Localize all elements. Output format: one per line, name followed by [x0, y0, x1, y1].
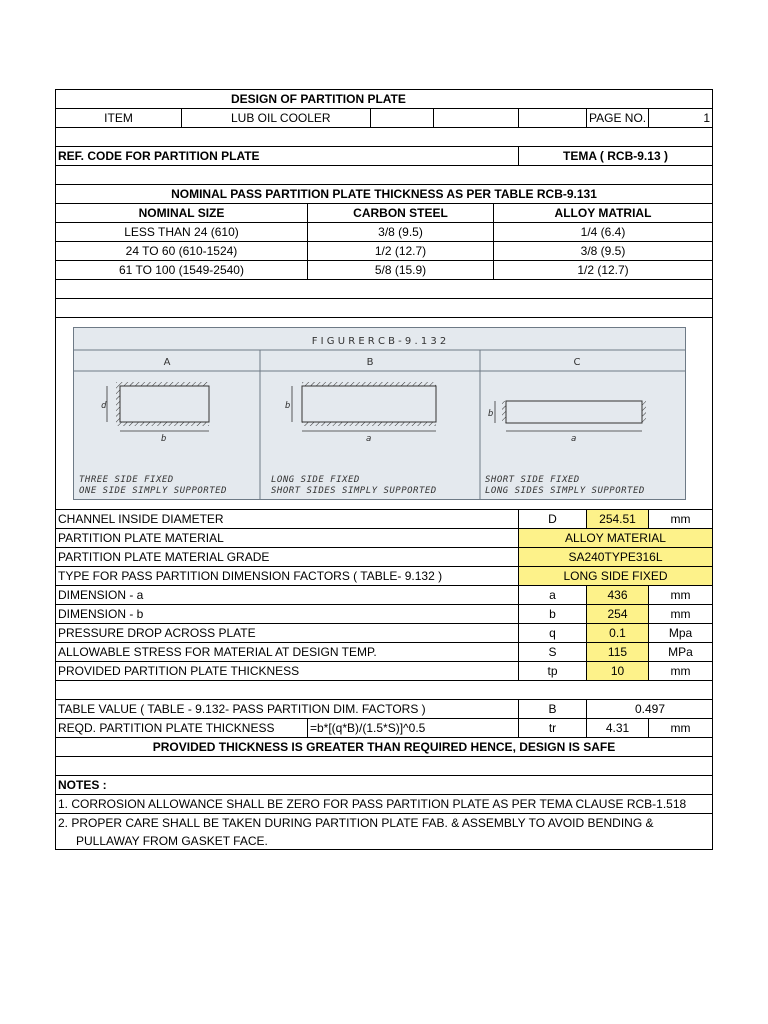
page-no-label: PAGE NO. [587, 109, 649, 127]
input-value[interactable]: LONG SIDE FIXED [519, 567, 712, 585]
panel-c-plate-diagram [488, 401, 646, 444]
title-row [56, 90, 712, 109]
result-symbol: B [519, 700, 587, 718]
table-cell: 24 TO 60 (610-1524) [56, 242, 308, 260]
page-no-value[interactable]: 1 [703, 111, 710, 125]
input-symbol: D [519, 510, 587, 528]
result-value[interactable]: 4.31 [587, 719, 649, 737]
input-value[interactable]: SA240TYPE316L [519, 548, 712, 566]
input-row-grade [56, 548, 712, 567]
panel-b-plate-diagram [285, 382, 436, 444]
note-row [56, 832, 712, 851]
input-label: PRESSURE DROP ACROSS PLATE [56, 624, 519, 642]
col-header-nominal-size: NOMINAL SIZE [56, 204, 308, 222]
sheet-title: DESIGN OF PARTITION PLATE [231, 92, 406, 106]
thickness-table-header [56, 204, 712, 223]
thickness-table-title-row [56, 185, 712, 204]
input-value[interactable]: 254 [587, 605, 649, 623]
table-cell: 61 TO 100 (1549-2540) [56, 261, 308, 279]
input-label: DIMENSION - b [56, 605, 519, 623]
table-cell: LESS THAN 24 (610) [56, 223, 308, 241]
note-text: 1. CORROSION ALLOWANCE SHALL BE ZERO FOR PASS PARTITION PLATE AS PER TEMA CLAUSE RCB-1.518 [58, 797, 687, 811]
input-unit: Mpa [668, 626, 693, 640]
item-blank-3[interactable] [519, 109, 587, 127]
blank-row [56, 757, 712, 776]
panel-a-plate-diagram [101, 382, 209, 444]
item-label: ITEM [56, 109, 182, 127]
panel-b-dim-a: a [366, 434, 372, 444]
table-row [56, 223, 712, 242]
panel-a-caption-2: ONE SIDE SIMPLY SUPPORTED [79, 486, 227, 496]
table-row [56, 242, 712, 261]
input-row-channel-dia [56, 510, 712, 529]
input-row-allowable-stress [56, 643, 712, 662]
conclusion-row [56, 738, 712, 757]
result-label: TABLE VALUE ( TABLE - 9.132- PASS PARTITION DIM. FACTORS ) [56, 700, 519, 718]
panel-a-dim-d: d [101, 401, 107, 411]
notes-heading-row [56, 776, 712, 795]
panel-c-dim-a: a [571, 434, 577, 444]
note-text: 2. PROPER CARE SHALL BE TAKEN DURING PARTITION PLATE FAB. & ASSEMBLY TO AVOID BENDING & [58, 816, 654, 830]
note-text: PULLAWAY FROM GASKET FACE. [76, 834, 268, 848]
input-row-provided-thickness [56, 662, 712, 681]
input-label: CHANNEL INSIDE DIAMETER [56, 510, 519, 528]
input-value[interactable]: 436 [587, 586, 649, 604]
design-sheet [55, 89, 713, 850]
panel-b-caption-2: SHORT SIDES SIMPLY SUPPORTED [271, 486, 437, 496]
result-row-reqd-thickness [56, 719, 712, 738]
col-header-carbon-steel: CARBON STEEL [308, 204, 494, 222]
input-symbol: tp [519, 662, 587, 680]
input-value[interactable]: 254.51 [587, 510, 649, 528]
notes-heading: NOTES : [58, 778, 107, 792]
item-blank-1[interactable] [371, 109, 434, 127]
input-label: PARTITION PLATE MATERIAL GRADE [56, 548, 519, 566]
ref-value[interactable]: TEMA ( RCB-9.13 ) [563, 149, 668, 163]
input-value[interactable]: 10 [587, 662, 649, 680]
panel-b-caption-1: LONG SIDE FIXED [271, 475, 360, 485]
input-unit: mm [670, 607, 691, 621]
input-label: TYPE FOR PASS PARTITION DIMENSION FACTORS ( TABLE- 9.132 ) [56, 567, 519, 585]
item-value[interactable]: LUB OIL COOLER [182, 109, 371, 127]
input-unit: mm [670, 512, 691, 526]
table-cell: 5/8 (15.9) [308, 261, 494, 279]
result-value[interactable]: 0.497 [634, 702, 665, 716]
table-cell: 1/4 (6.4) [580, 225, 626, 239]
figure-rcb-9-132 [73, 327, 686, 500]
ref-row [56, 147, 712, 166]
result-label: REQD. PARTITION PLATE THICKNESS [56, 719, 308, 737]
input-unit: MPa [668, 645, 693, 659]
result-row-table-value [56, 700, 712, 719]
blank-row [56, 681, 712, 700]
note-row [56, 814, 712, 833]
panel-c-letter: C [573, 357, 581, 368]
input-label: DIMENSION - a [56, 586, 519, 604]
input-symbol: q [519, 624, 587, 642]
input-value[interactable]: 115 [587, 643, 649, 661]
input-unit: mm [670, 664, 691, 678]
input-value[interactable]: 0.1 [587, 624, 649, 642]
input-row-dim-a [56, 586, 712, 605]
table-cell: 1/2 (12.7) [577, 263, 629, 277]
input-row-type [56, 567, 712, 586]
blank-row [56, 166, 712, 185]
panel-b-dim-b: b [285, 401, 291, 411]
panel-a-caption-1: THREE SIDE FIXED [79, 475, 174, 485]
result-formula[interactable]: =b*[(q*B)/(1.5*S)]^0.5 [308, 719, 519, 737]
design-conclusion: PROVIDED THICKNESS IS GREATER THAN REQUIRED HENCE, DESIGN IS SAFE [152, 740, 616, 754]
table-cell: 1/2 (12.7) [308, 242, 494, 260]
panel-c-caption-2: LONG SIDES SIMPLY SUPPORTED [485, 486, 645, 496]
input-symbol: b [519, 605, 587, 623]
panel-a-dim-b: b [161, 434, 167, 444]
col-header-alloy-material: ALLOY MATRIAL [554, 206, 652, 220]
input-value[interactable]: ALLOY MATERIAL [519, 529, 712, 547]
result-unit: mm [670, 721, 691, 735]
input-unit: mm [670, 588, 691, 602]
ref-label: REF. CODE FOR PARTITION PLATE [56, 147, 519, 165]
input-symbol: S [519, 643, 587, 661]
table-row [56, 261, 712, 280]
input-label: ALLOWABLE STRESS FOR MATERIAL AT DESIGN TEMP. [56, 643, 519, 661]
input-label: PARTITION PLATE MATERIAL [56, 529, 519, 547]
input-label: PROVIDED PARTITION PLATE THICKNESS [56, 662, 519, 680]
input-row-material [56, 529, 712, 548]
blank-row [56, 280, 712, 299]
figure-title: F I G U R E R C B - 9 . 1 3 2 [311, 336, 447, 347]
panel-a-letter: A [163, 357, 171, 368]
blank-row [56, 128, 712, 147]
item-blank-2[interactable] [434, 109, 519, 127]
item-row [56, 109, 712, 128]
note-row [56, 795, 712, 814]
table-cell: 3/8 (9.5) [308, 223, 494, 241]
panel-c-dim-b: b [488, 409, 494, 419]
panel-b-letter: B [366, 357, 374, 368]
blank-row [56, 299, 712, 318]
input-row-dim-b [56, 605, 712, 624]
result-symbol: tr [519, 719, 587, 737]
thickness-table-title: NOMINAL PASS PARTITION PLATE THICKNESS AS PER TABLE RCB-9.131 [171, 187, 597, 201]
panel-c-caption-1: SHORT SIDE FIXED [485, 475, 580, 485]
table-cell: 3/8 (9.5) [580, 244, 626, 258]
input-row-pressure-drop [56, 624, 712, 643]
input-symbol: a [519, 586, 587, 604]
